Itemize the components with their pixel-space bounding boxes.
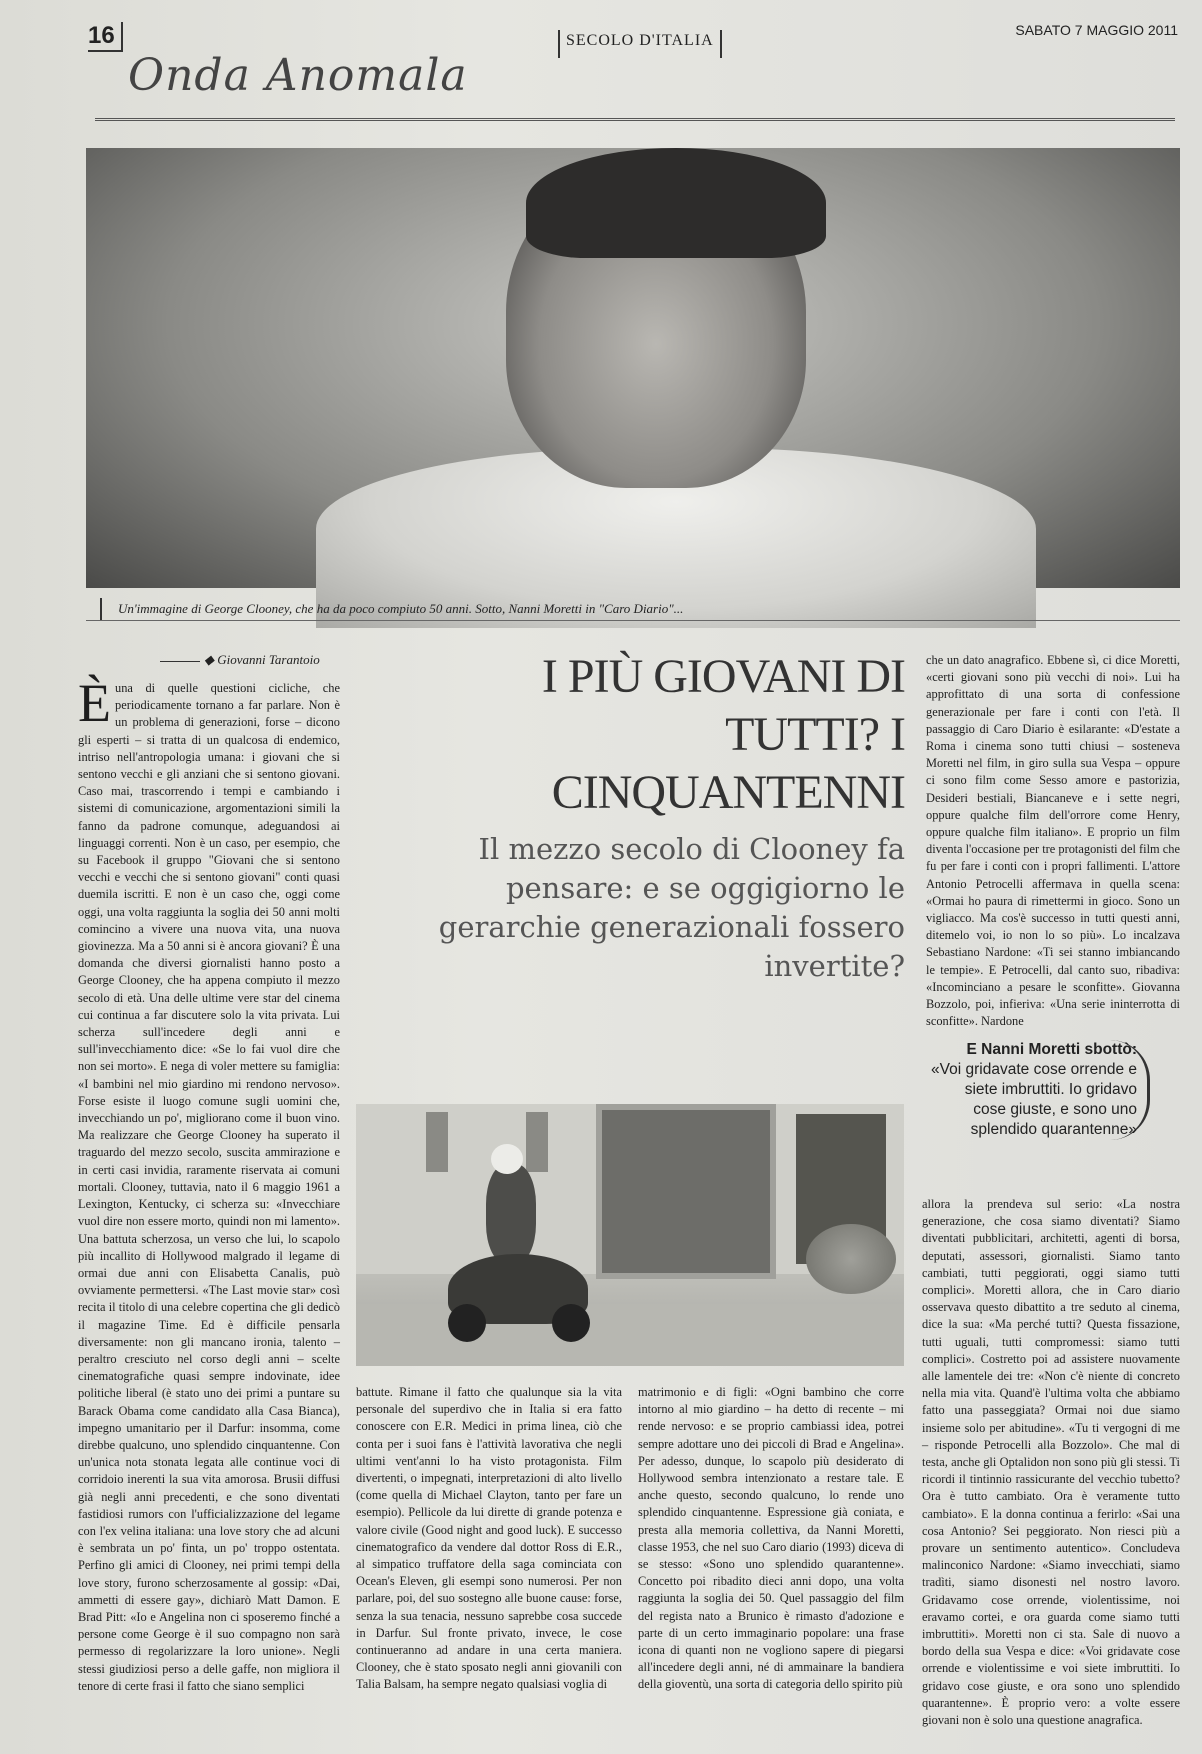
masthead (88, 22, 1178, 122)
newspaper-name: SECOLO D'ITALIA (558, 30, 722, 58)
issue-date: SABATO 7 MAGGIO 2011 (1015, 22, 1178, 38)
main-photo (86, 148, 1180, 588)
subheadline: Il mezzo secolo di Clooney fa pensare: e se oggigiorno le gerarchie generazionali fossero invertite? (438, 832, 905, 983)
section-title: Onda Anomala (128, 50, 468, 101)
byline: ◆ Giovanni Tarantoio (160, 652, 320, 668)
pull-quote-lead: E Nanni Moretti sbottò: (966, 1041, 1137, 1058)
article-column-2 (356, 1384, 622, 1730)
drop-cap: È (78, 673, 111, 733)
column-2-text: battute. Rimane il fatto che qualunque sia la vita personale del superdivo che in Italia si era fatto conoscere con E.R. Medici in prima linea, ciò che conta per i suoi fans è l'attività lavorativa che negli ultimi vent'anni lo ha visto protagonista. Film divertenti, o impegnati, interpretazioni di alto livello (come quella di Michael Clayton, tanto per fare un esempio). Pellicole da lui dirette di grande potenza e valore civile (Good night and good luck). E successo cinematografico da vendere dal dottor Ross di E.R., al simpatico truffatore della saga cominciata con Ocean's Eleven, gli esempi sono numerosi. Per non parlare, poi, del suo sostegno alle buone cause: forse, senza la sua tenacia, nessuno saprebbe cosa succede in Darfur. Sul fronte privato, invece, le cose continueranno ad andare in una certa maniera. Clooney, che è stato sposato negli anni giovanili con Talia Balsam, ha sempre negato qualsiasi voglia di (356, 1385, 622, 1692)
article-column-1 (78, 673, 340, 1720)
vespa-photo (356, 1104, 904, 1366)
masthead-divider (95, 118, 1175, 121)
column-4a-text: che un dato anagrafico. Ebbene sì, ci dice Moretti, «certi giovani sono più vecchi di noi». Lui ha approfittato di una sorta di confessione generazionale per fare i conti con l'età. Il passaggio di Caro Diario è esilarante: «D'estate a Roma i cinema sono tutti chiusi – sosteneva Moretti nel film, in giro sulla sua Vespa – oppure ci sono film come Sesso amore e pastorizia, Desideri bestiali, Biancaneve e i sette negri, oppure qualche film dell'orrore come Henry, oppure qualche film italiano». E proprio un film diventa l'occasione per tre protagonisti del film che fu per fare i conti con i propri fallimenti. L'attore Antonio Petrocelli affermava in quella scena: «Ormai ho paura di rimettermi in gioco. Sono un vigliacco. Ma cos'è successo in tutti questi anni, ditemelo voi, io non lo so più». Lo incalzava Sebastiano Nardone: «Ti sei stanno imbiancando le tempie». E Petrocelli, dal canto suo, ribadiva: «Incominciano a pesare le sconfitte». Giovanna Bozzolo, poi, infieriva: «Una serie ininterrotta di sconfitte». Nardone (926, 653, 1180, 1029)
headline: I PIÙ GIOVANI DI TUTTI? I CINQUANTENNI (541, 650, 905, 819)
column-4b-text: allora la prendeva sul serio: «La nostra generazione, che cosa siamo diventati? Siamo diventati pubblicitari, architetti, agenti di borsa, deputati, assessori, giornalisti. Siamo tanto cambiati, tutti peggiorati, oggi siamo tutti complici». Moretti allora, che in Caro diario osservava questo dibattito a tre seduto al cinema, dice la sua: «Ma perché tutti? Questa fissazione, tutti uguali, tutti compromessi: siamo tutti complici». Costretto poi ad assistere nuovamente alle lamentele dei tre: «Non c'è niente di concreto nella mia vita. Quand'è l'ultima volta che abbiamo fatto una passeggiata? Ormai noi due siamo insieme solo per abitudine». «Tu ti vergogni di me – risponde Petrocelli alla Bozzolo». Che mal di testa, anche gli Optalidon non sono più gli stessi. Ti ricordi il tintinnio rassicurante del vecchio tubetto? Ora è tutto cambiato. Ora è veramente tutto cambiato». E la donna continua a ferirlo: «Sai una cosa Antonio? Sei peggiorato. Non riesci più a provare un sentimento autentico». Concludeva malinconico Nardone: «Siamo invecchiati, siamo tradìti, siamo disonesti nel nostro lavoro. Gridavamo cose orrende, violentissime, noi eravamo cortei, e ora guarda come siamo tutti imbruttiti». Moretti non ci sta. Sale di nuovo a bordo della sua Vespa e dice: «Voi gridavate cose orrende e violentissime e voi siete imbruttiti. Io gridavo cose giuste, e ora sono uno splendido quarantenne». È proprio vero: a volte essere giovani non è solo una questione anagrafica. (922, 1197, 1180, 1728)
pull-quote (930, 1040, 1150, 1140)
page-number: 16 (88, 22, 123, 52)
author-name: Giovanni Tarantoio (217, 652, 320, 667)
article-column-4b (922, 1196, 1180, 1726)
photo-caption: Un'immagine di George Clooney, che ha da poco compiuto 50 anni. Sotto, Nanni Moretti in "Caro Diario"... (100, 598, 1180, 620)
article-column-4a (926, 652, 1180, 1029)
caption-divider (86, 620, 1180, 621)
column-1-text: una di quelle questioni cicliche, che periodicamente tornano a far parlare. Non è un problema di generazioni, forse – dicono gli esperti – si tratta di un qualcosa di endemico, intriso nell'antropologia umana: i giovani che si sentono vecchi e gli anziani che si sentono giovani. Caso mai, trascorrendo i tempi e cambiando i sistemi di comunicazione, argomentazioni simili la fanno da padrone comunque, adeguandosi ai linguaggi correnti. Non è un caso, per esempio, che su Facebook il gruppo "Giovani che si sentono vecchi e vecchi che si sentono giovani" conti quasi duemila iscritti. E non è un caso che, oggi come oggi, una volta raggiunta la soglia dei 50 anni molti comincino a vivere una nuova vita, una nuova giovinezza. Ma a 50 anni si è ancora giovani? È una domanda che diversi giornalisti hanno posto a George Clooney, che ha appena compiuto il mezzo secolo di età. Una delle ultime vere star del cinema cui continua a far discutere solo la vita privata. Lui scherza sull'incedere degli anni e sull'invecchiamento dice: «Se lo fai vuol dire che non sei morto». E nega di voler mettere su famiglia: «I bambini nel mio giardino mi rendono nervoso». Forse esiste il luogo comune sugli uomini che, invecchiando un po', migliorano come il buon vino. Ma realizzare che George Clooney ha superato il traguardo del mezzo secolo, suscita ammirazione e in certi casi invidia, raramente riservata ai comuni mortali. Clooney, tuttavia, nato il 6 maggio 1961 a Lexington, Kentucky, ci scherza su: «Invecchiare vuol dire non essere morto, quindi non mi lamento». Una battuta scherzosa, un verso che lui, lo scapolo più incallito di Hollywood malgrado il legame di ormai due anni con Elisabetta Canalis, può ovviamente permettersi. «The Last movie star» così recita il titolo di una celebre copertina che gli dedicò il magazine Time. Ed è difficile pensarla diversamente: non gli mancano ironia, talento – peraltro cresciuto nel corso degli anni – scelte cinematografiche quasi sempre indovinate, idee politiche liberal (è stato uno dei primi a puntare su Barack Obama come candidato alla Casa Bianca), impegno umanitario per il Darfur: insomma, come direbbe qualcuno, uno splendido cinquantenne. Con un'unica nota stonata legata alle continue voci di corridoio inerenti la sua vita amorosa. Brusii diffusi già negli anni precedenti, e che sono diventati fastidiosi rumors con l'ufficializzazione del legame con l'ex velina italiana: una love story che ad alcuni è sembrata un po' finta, un po' troppo ostentata. Perfino gli amici di Clooney, nei primi tempi della love story, furono scherzosamente al gossip: «Dai, ammetti di essere gay», dichiarò Matt Damon. E Brad Pitt: «Io e Angelina non ci sposeremo finché a persone come George è il suo compagno non sarà permesso di regolarizzare la loro unione». Negli stessi giudiziosi perso a delle gaffe, non migliora il tenore di certe frasi il fatto che siano semplici (78, 681, 340, 1693)
article-column-3 (638, 1384, 904, 1730)
pull-quote-text: «Voi gridavate cose orrende e siete imbruttiti. Io gridavo cose giuste, e sono uno splendido quarantenne» (931, 1061, 1137, 1138)
column-3-text: matrimonio e di figli: «Ogni bambino che corre intorno al mio giardino – ha detto di recente – mi rende nervoso: e se proprio cambiassi idea, potrei sempre adottare uno dei piccoli di Brad e Angelina». Per adesso, dunque, lo scapolo più desiderato di Hollywood sembra intenzionato a restare tale. E anche questo, secondo qualcuno, lo rende uno splendido cinquantenne. Espressione già coniata, e presta alla memoria collettiva, da Nanni Moretti, classe 1953, che nel suo Caro diario (1993) diceva di se stesso: «Sono uno splendido quarantenne». Concetto poi ribadito dieci anni dopo, una volta raggiunta la soglia dei 50. Quel passaggio del film del regista nato a Brunico è rimasto d'adozione e parte di un certo immaginario popolare: una frase icona di quanti non ne vogliono sapere di piegarsi all'incedere degli anni, né di ammainare la bandiera della gioventù, una sorta di categoria dello spirito più (638, 1385, 904, 1692)
